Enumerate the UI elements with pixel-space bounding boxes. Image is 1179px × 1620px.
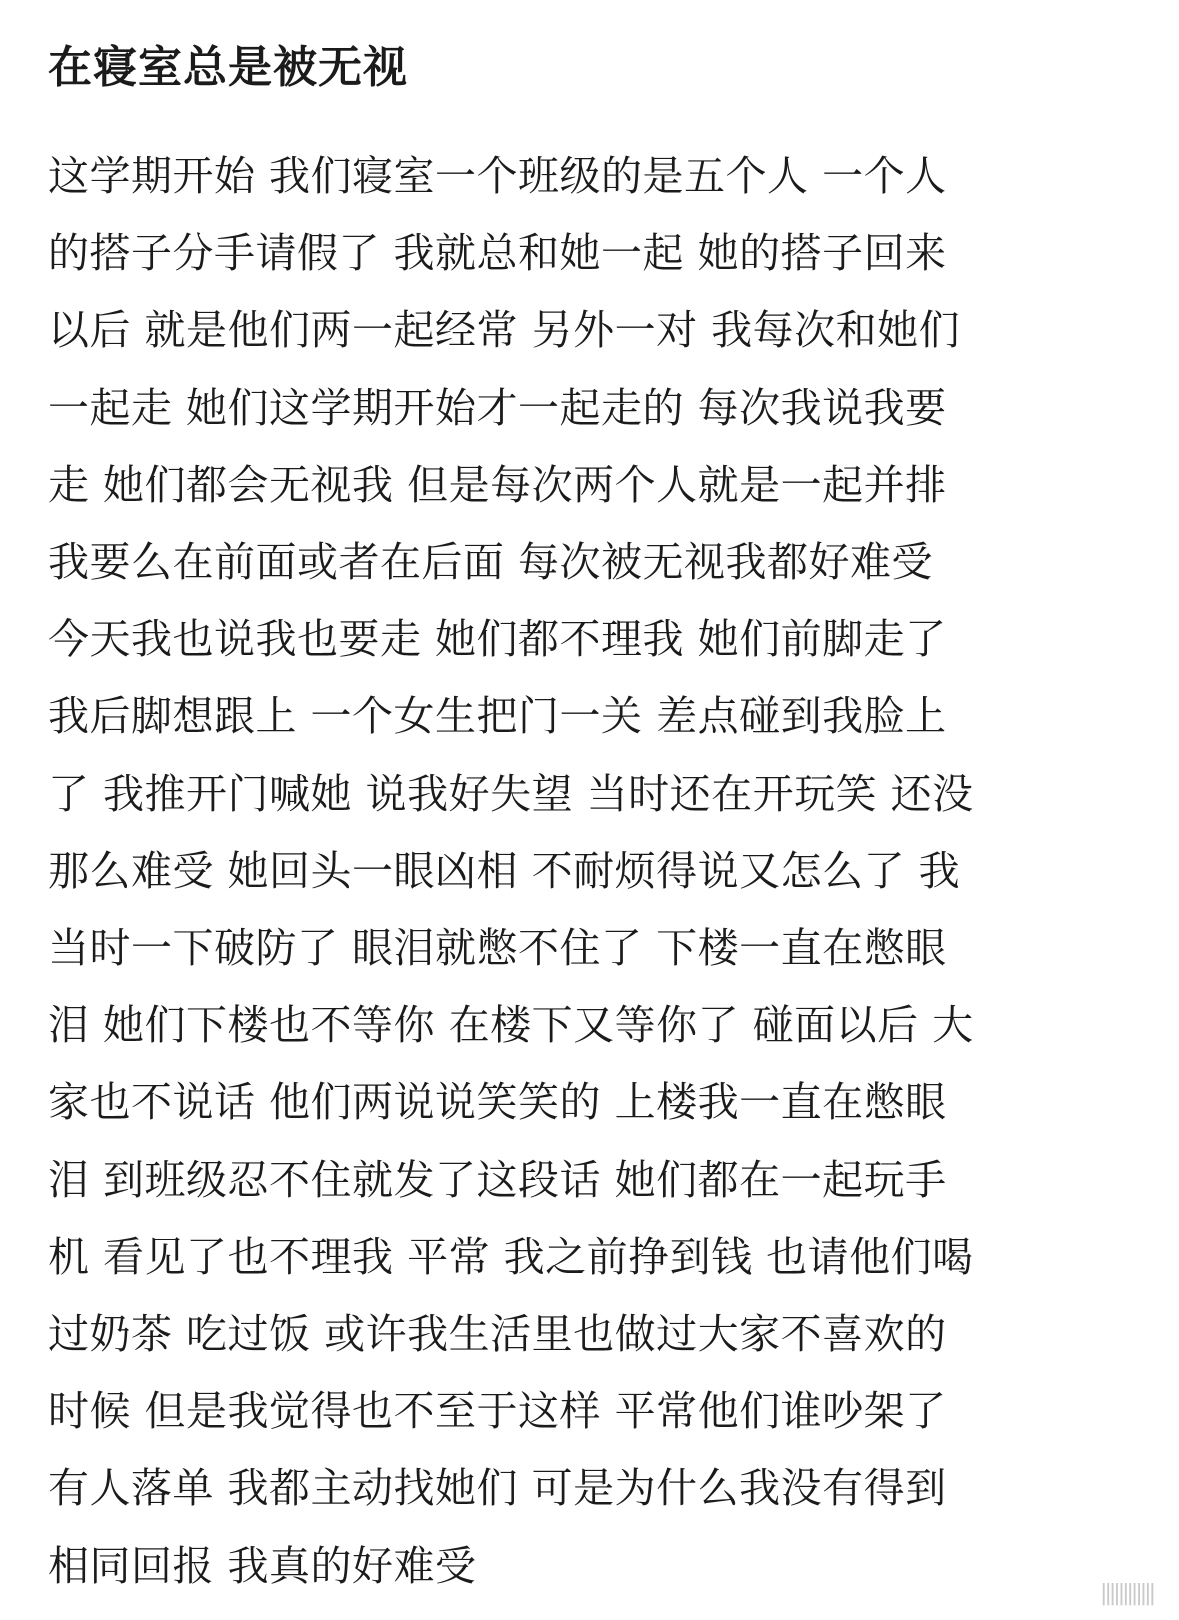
post-body-line: 机 看见了也不理我 平常 我之前挣到钱 也请他们喝 [48,1232,974,1281]
post-body-line: 的搭子分手请假了 我就总和她一起 她的搭子回来 [48,229,947,278]
post-body [48,138,1138,1605]
post-body-line: 我后脚想跟上 一个女生把门一关 差点碰到我脸上 [48,692,947,741]
post-body-line: 泪 到班级忍不住就发了这段话 她们都在一起玩手 [48,1155,947,1204]
post-body-line: 以后 就是他们两一起经常 另外一对 我每次和她们 [48,306,961,355]
post-body-line: 时候 但是我觉得也不至于这样 平常他们谁吵架了 [48,1387,947,1436]
post-body-line: 一起走 她们这学期开始才一起走的 每次我说我要 [48,383,947,432]
post-body-line: 泪 她们下楼也不等你 在楼下又等你了 碰面以后 大 [48,1001,974,1050]
post-container [48,36,1138,1605]
post-body-line: 当时一下破防了 眼泪就憋不住了 下楼一直在憋眼 [48,924,947,973]
post-body-line: 这学期开始 我们寝室一个班级的是五个人 一个人 [48,152,947,200]
post-body-line: 家也不说话 他们两说说笑笑的 上楼我一直在憋眼 [48,1078,947,1127]
watermark-logo: |||||||||||| [1100,1581,1153,1606]
post-body-line: 走 她们都会无视我 但是每次两个人就是一起并排 [48,460,947,509]
post-body-line: 我要么在前面或者在后面 每次被无视我都好难受 [48,538,934,587]
post-title: 在寝室总是被无视 [48,42,408,93]
post-body-line: 有人落单 我都主动找她们 可是为什么我没有得到 [48,1464,947,1513]
post-body-line: 那么难受 她回头一眼凶相 不耐烦得说又怎么了 我 [48,846,961,895]
post-body-line: 过奶茶 吃过饭 或许我生活里也做过大家不喜欢的 [48,1310,947,1359]
post-body-line: 相同回报 我真的好难受 [48,1541,477,1590]
post-body-line: 了 我推开门喊她 说我好失望 当时还在开玩笑 还没 [48,769,974,818]
post-body-line: 今天我也说我也要走 她们都不理我 她们前脚走了 [48,615,947,664]
